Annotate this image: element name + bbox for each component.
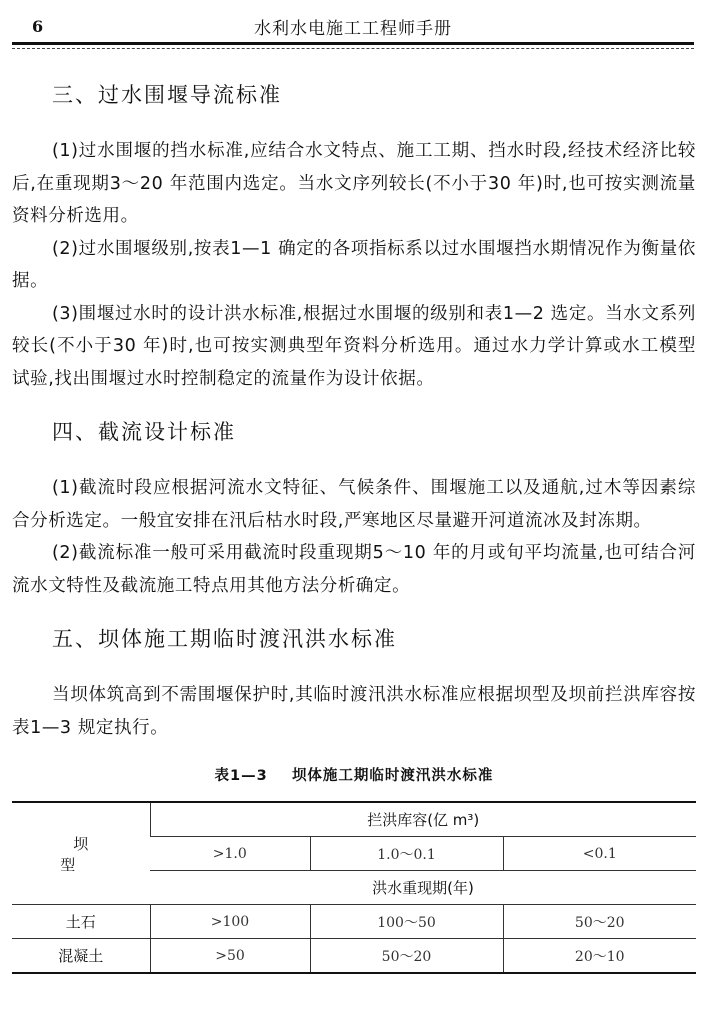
section-3-paragraph-2: (2)过水围堰级别,按表1—1 确定的各项指标系以过水围堰挡水期情况作为衡量依据。 (12, 238, 696, 291)
header-rule (12, 42, 694, 45)
table-cell: >50 (150, 939, 310, 974)
table-cell: 50～20 (503, 905, 696, 939)
section-3-heading: 三、过水围堰导流标准 (52, 83, 282, 107)
table-caption-title: 坝体施工期临时渡汛洪水标准 (291, 768, 494, 784)
page-header (12, 14, 694, 38)
table-cell: >100 (150, 905, 310, 939)
flood-standard-table (12, 801, 696, 974)
section-5-heading: 五、坝体施工期临时渡汛洪水标准 (52, 627, 397, 651)
header-dashed-rule (12, 48, 694, 49)
capacity-header: 拦洪库容(亿 m³) (150, 802, 696, 837)
table-header-row (12, 802, 696, 837)
dam-type-cell: 混凝土 (12, 939, 150, 974)
page-number: 6 (32, 17, 44, 36)
section-5-paragraph-1: 当坝体筑高到不需围堰保护时,其临时渡汛洪水标准应根据坝型及坝前拦洪库容按表1—3 规定执行。 (12, 685, 696, 738)
capacity-col-2: 1.0～0.1 (310, 837, 503, 871)
table-row (12, 905, 696, 939)
table-cell: 100～50 (310, 905, 503, 939)
dam-type-header: 坝 型 (12, 802, 150, 905)
section-4-paragraph-2: (2)截流标准一般可采用截流时段重现期5～10 年的月或旬平均流量,也可结合河流水文特性及截流施工特点用其他方法分析确定。 (12, 543, 696, 596)
dam-type-cell: 土石 (12, 905, 150, 939)
table-cell: 20～10 (503, 939, 696, 974)
section-3-paragraph-1: (1)过水围堰的挡水标准,应结合水文特点、施工工期、挡水时段,经技术经济比较后,在重现期3～20 年范围内选定。当水文序列较长(不小于30 年)时,也可按实测流量资料分析选用。 (12, 141, 696, 226)
return-period-header: 洪水重现期(年) (150, 871, 696, 905)
section-4-paragraph-1: (1)截流时段应根据河流水文特征、气候条件、围堰施工以及通航,过木等因素综合分析选定。一般宜安排在汛后枯水时段,严寒地区尽量避开河道流冰及封冻期。 (12, 478, 696, 531)
running-title: 水利水电施工工程师手册 (254, 19, 452, 39)
capacity-col-3: <0.1 (503, 837, 696, 871)
table-caption-number: 表1—3 (214, 768, 268, 784)
table-cell: 50～20 (310, 939, 503, 974)
page-body (12, 80, 696, 974)
section-4-heading: 四、截流设计标准 (52, 420, 236, 444)
table-row (12, 939, 696, 974)
table-caption (12, 764, 696, 785)
section-3-paragraph-3: (3)围堰过水时的设计洪水标准,根据过水围堰的级别和表1—2 选定。当水文系列较长(不小于30 年)时,也可按实测典型年资料分析选用。通过水力学计算或水工模型试验,找出围堰过水时控制稳定的流量作为设计依据。 (12, 303, 696, 389)
capacity-col-1: >1.0 (150, 837, 310, 871)
